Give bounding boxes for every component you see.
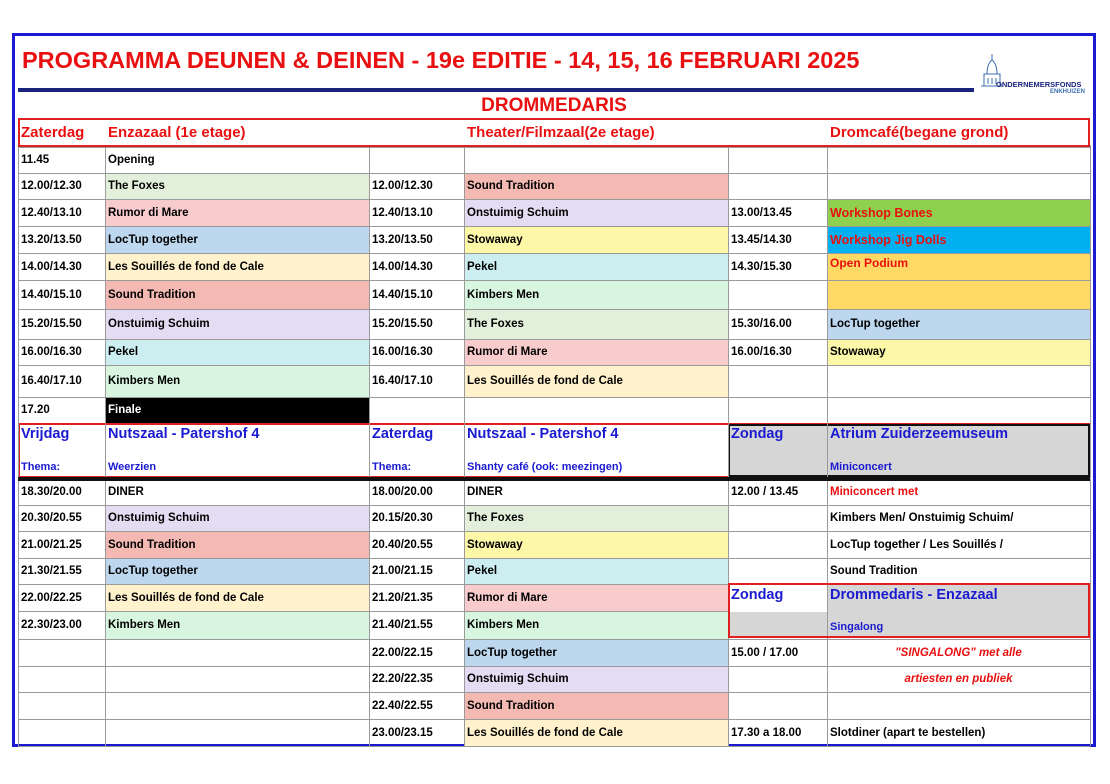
table-gridline	[18, 584, 1090, 585]
table-gridline	[18, 173, 1090, 174]
act-cell: Sound Tradition	[105, 531, 369, 558]
time-cell: 12.40/13.10	[21, 206, 82, 219]
time-cell	[18, 666, 105, 692]
act-cell	[464, 397, 728, 423]
sunday-venue-header: Drommedaris - Enzazaal	[827, 584, 1090, 612]
table-gridline	[18, 531, 1090, 532]
time-cell: 12.00/12.30	[372, 180, 433, 192]
table-gridline	[18, 558, 1090, 559]
time-cell: 13.00/13.45	[731, 206, 792, 219]
table-gridline	[18, 423, 19, 478]
table-gridline	[18, 479, 1090, 480]
venue-header-c4: Nutszaal - Patershof 4	[467, 426, 619, 442]
time-cell	[728, 505, 827, 531]
venue-header-c1: Vrijdag	[21, 426, 70, 442]
act-cell: Onstuimig Schuim	[105, 309, 369, 339]
time-cell: 13.20/13.50	[372, 233, 433, 246]
thema-t4: Shanty café (ook: meezingen)	[467, 461, 623, 473]
time-cell: 15.00 / 17.00	[731, 646, 799, 659]
time-cell	[728, 147, 827, 173]
act-cell: Onstuimig Schuim	[464, 199, 728, 226]
act-cell: Les Souillés de fond de Cale	[105, 253, 369, 280]
table-gridline	[369, 423, 370, 478]
act-cell: Finale	[105, 397, 369, 423]
act-cell: LocTup together	[827, 309, 1090, 339]
time-cell: 21.20/21.35	[372, 591, 433, 604]
time-cell: 12.00/12.30	[21, 180, 82, 192]
act-cell: Les Souillés de fond de Cale	[464, 719, 728, 746]
act-cell: Rumor di Mare	[464, 584, 728, 611]
logo-text-ondernemersfonds: ONDERNEMERSFONDS	[996, 80, 1082, 89]
time-cell: 16.40/17.10	[372, 375, 433, 387]
act-cell: Stowaway	[464, 531, 728, 558]
act-cell: The Foxes	[105, 173, 369, 199]
act-cell: Slotdiner (apart te bestellen)	[830, 726, 986, 739]
act-cell: Kimbers Men	[464, 280, 728, 309]
act-cell: LocTup together	[105, 226, 369, 253]
table-gridline	[105, 423, 106, 478]
table-gridline	[18, 479, 19, 746]
time-cell: 20.15/20.30	[372, 512, 433, 524]
act-cell	[464, 147, 728, 173]
act-cell: Sound Tradition	[105, 280, 369, 309]
act-cell	[827, 397, 1090, 423]
time-cell	[728, 692, 827, 719]
act-cell	[105, 666, 369, 692]
act-cell: DINER	[467, 486, 503, 498]
act-cell: Kimbers Men	[464, 611, 728, 639]
venue-header-c2: Nutszaal - Patershof 4	[108, 426, 260, 442]
header-c6: Dromcafé(begane grond)	[827, 119, 1090, 145]
time-cell: 21.00/21.25	[21, 538, 82, 551]
venue-header-c6: Atrium Zuiderzeemuseum	[827, 423, 1090, 451]
table-gridline	[1090, 423, 1091, 478]
act-cell: Pekel	[464, 558, 728, 584]
act-cell: Pekel	[464, 253, 728, 280]
time-cell: 15.20/15.50	[21, 318, 82, 330]
act-cell	[105, 719, 369, 746]
time-cell: 17.20	[21, 404, 50, 416]
act-cell: "SINGALONG" met alle	[895, 646, 1022, 659]
time-cell: 16.00/16.30	[21, 346, 82, 358]
header-c2: Enzazaal (1e etage)	[105, 119, 369, 145]
thema-t5	[728, 451, 827, 477]
time-cell	[728, 558, 827, 584]
sunday-day-header: Zondag	[728, 584, 827, 612]
table-gridline	[18, 147, 1090, 148]
act-cell	[827, 147, 1090, 173]
time-cell	[18, 692, 105, 719]
time-cell: 22.30/23.00	[21, 619, 82, 631]
time-cell	[369, 397, 464, 423]
act-cell	[827, 173, 1090, 199]
time-cell	[728, 365, 827, 397]
thema-t2: Weerzien	[108, 461, 157, 473]
time-cell: 15.30/16.00	[731, 318, 792, 330]
act-cell: Open Podium	[827, 253, 1090, 309]
table-gridline	[18, 639, 1090, 640]
table-gridline	[18, 505, 1090, 506]
time-cell: 21.00/21.15	[372, 565, 433, 577]
time-cell: 22.00/22.25	[21, 591, 82, 604]
act-cell: artiesten en publiek	[904, 673, 1013, 685]
time-cell: 12.40/13.10	[372, 206, 433, 219]
time-cell: 18.00/20.00	[372, 486, 433, 498]
table-gridline	[369, 145, 370, 423]
act-cell: Sound Tradition	[464, 692, 728, 719]
act-cell	[827, 692, 1090, 719]
table-gridline	[18, 746, 1090, 747]
time-cell: 13.45/14.30	[731, 233, 792, 246]
act-cell: DINER	[108, 486, 144, 498]
act-cell: Miniconcert met	[830, 486, 919, 498]
title-underline	[18, 88, 974, 92]
table-gridline	[728, 423, 729, 478]
table-gridline	[18, 397, 1090, 398]
time-cell: 12.00 / 13.45	[731, 486, 799, 498]
act-cell: Onstuimig Schuim	[464, 666, 728, 692]
logo-text-enkhuizen: ENKHUIZEN	[1050, 89, 1086, 95]
table-gridline	[18, 692, 1090, 693]
time-cell	[369, 147, 464, 173]
act-cell: Rumor di Mare	[105, 199, 369, 226]
table-gridline	[18, 226, 1090, 227]
act-cell: Workshop Jig Dolls	[827, 226, 1090, 253]
time-cell: 18.30/20.00	[21, 486, 82, 498]
act-cell	[827, 365, 1090, 397]
time-cell: 20.30/20.55	[21, 512, 82, 524]
act-cell: The Foxes	[464, 309, 728, 339]
sunday-thema-blank	[728, 612, 827, 637]
table-gridline	[827, 423, 828, 478]
act-cell: The Foxes	[464, 505, 728, 531]
act-cell: Kimbers Men	[105, 611, 369, 639]
act-cell: Rumor di Mare	[464, 339, 728, 365]
act-cell: Onstuimig Schuim	[105, 505, 369, 531]
act-cell: LocTup together / Les Souillés /	[830, 538, 1003, 551]
time-cell: 22.00/22.15	[372, 646, 433, 659]
act-cell: Sound Tradition	[464, 173, 728, 199]
time-cell: 22.40/22.55	[372, 699, 433, 712]
table-gridline	[1090, 145, 1091, 423]
thema-t6: Miniconcert	[827, 451, 1090, 477]
time-cell: 14.00/14.30	[21, 260, 82, 273]
act-cell	[105, 692, 369, 719]
venue-header-c5: Zondag	[728, 423, 827, 451]
time-cell	[728, 397, 827, 423]
table-gridline	[18, 280, 1090, 281]
header-c1: Zaterdag	[18, 119, 105, 145]
act-cell: Kimbers Men/ Onstuimig Schuim/	[830, 512, 1014, 524]
time-cell: 16.40/17.10	[21, 375, 82, 387]
time-cell: 23.00/23.15	[372, 726, 433, 739]
act-cell: Les Souillés de fond de Cale	[464, 365, 728, 397]
table-gridline	[18, 253, 1090, 254]
time-cell: 21.30/21.55	[21, 565, 82, 577]
table-gridline	[728, 145, 729, 423]
act-cell: Stowaway	[827, 339, 1090, 365]
act-cell: LocTup together	[464, 639, 728, 666]
venue-title: DROMMEDARIS	[481, 95, 627, 116]
table-gridline	[369, 479, 370, 746]
header-c4: Theater/Filmzaal(2e etage)	[464, 119, 728, 145]
table-gridline	[18, 199, 1090, 200]
act-cell: LocTup together	[105, 558, 369, 584]
table-gridline	[18, 339, 1090, 340]
time-cell: 14.00/14.30	[372, 260, 433, 273]
time-cell: 17.30 a 18.00	[731, 726, 802, 739]
thema-t3: Thema:	[372, 461, 412, 473]
sunday-thema: Singalong	[827, 612, 1090, 637]
table-gridline	[464, 145, 465, 423]
table-gridline	[464, 423, 465, 478]
time-cell	[18, 639, 105, 666]
venue-header-c3: Zaterdag	[372, 426, 434, 442]
act-cell: Stowaway	[464, 226, 728, 253]
act-cell: Kimbers Men	[105, 365, 369, 397]
time-cell: 15.20/15.50	[372, 318, 433, 330]
table-gridline	[18, 666, 1090, 667]
table-gridline	[18, 309, 1090, 310]
time-cell: 16.00/16.30	[731, 346, 792, 358]
table-gridline	[18, 719, 1090, 720]
time-cell: 14.30/15.30	[731, 260, 792, 273]
time-cell: 14.40/15.10	[21, 288, 82, 301]
time-cell: 11.45	[21, 154, 50, 166]
act-cell: Sound Tradition	[830, 565, 918, 577]
time-cell: 14.40/15.10	[372, 288, 433, 301]
table-gridline	[18, 145, 19, 423]
table-gridline	[1090, 479, 1091, 746]
header-c3	[369, 119, 464, 145]
table-gridline	[827, 145, 828, 423]
act-cell: Pekel	[105, 339, 369, 365]
thema-t1: Thema:	[21, 461, 61, 473]
time-cell	[728, 173, 827, 199]
act-cell: Workshop Bones	[827, 199, 1090, 226]
table-gridline	[105, 145, 106, 423]
table-gridline	[105, 479, 106, 746]
header-c5	[728, 119, 827, 145]
time-cell: 20.40/20.55	[372, 538, 433, 551]
time-cell	[18, 719, 105, 746]
time-cell: 22.20/22.35	[372, 673, 433, 685]
table-gridline	[464, 479, 465, 746]
time-cell: 13.20/13.50	[21, 233, 82, 246]
page-title: PROGRAMMA DEUNEN & DEINEN - 19e EDITIE - 14, 15, 16 FEBRUARI 2025	[22, 47, 860, 73]
act-cell: Les Souillés de fond de Cale	[105, 584, 369, 611]
time-cell	[728, 280, 827, 309]
time-cell: 16.00/16.30	[372, 346, 433, 358]
table-gridline	[728, 479, 729, 746]
table-gridline	[18, 365, 1090, 366]
time-cell: 21.40/21.55	[372, 619, 433, 631]
act-cell: Opening	[108, 154, 155, 166]
act-cell	[105, 639, 369, 666]
table-gridline	[827, 479, 828, 746]
table-gridline	[18, 611, 728, 612]
time-cell	[728, 666, 827, 692]
time-cell	[728, 531, 827, 558]
